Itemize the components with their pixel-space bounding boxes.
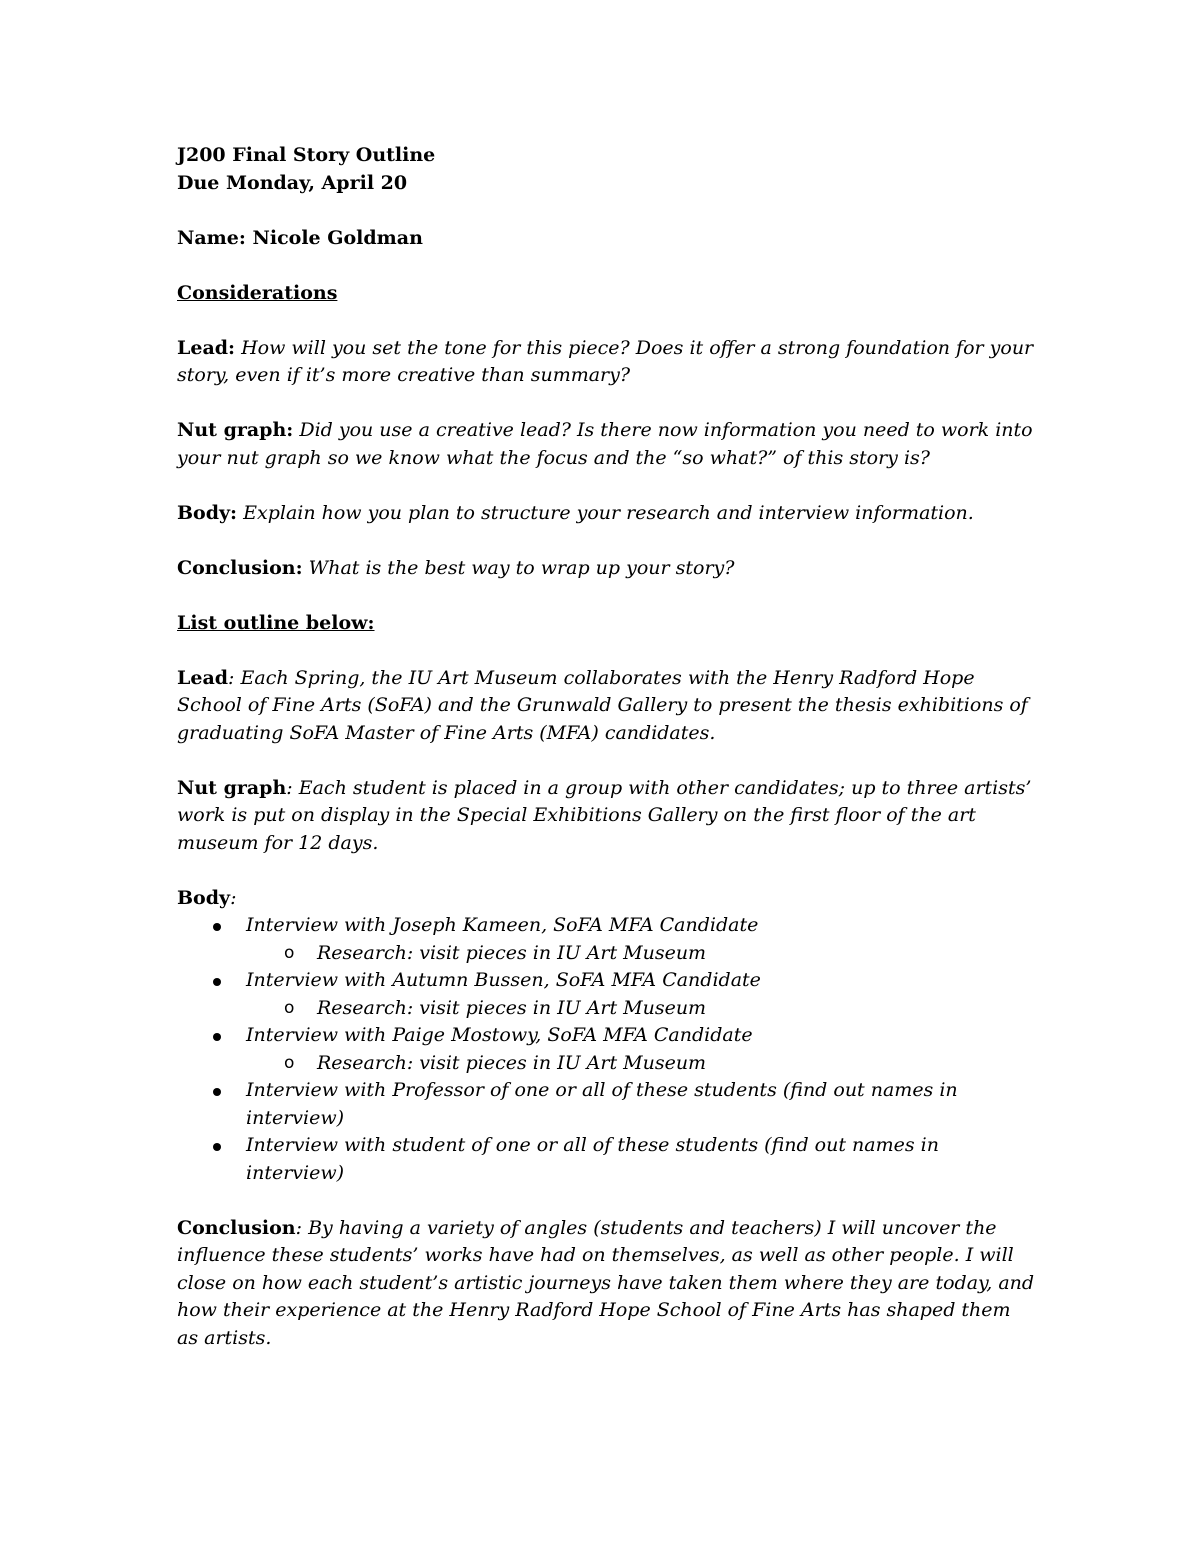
- list-item: [177, 912, 1037, 967]
- bullet-icon: [213, 1033, 221, 1041]
- sub-list: [246, 1050, 1037, 1078]
- consideration-text: How will you set the tone for this piece? Does it offer a strong foundation for your story, even if it’s more creative than summary?: [177, 336, 1034, 386]
- sub-list: [246, 940, 1037, 968]
- outline-nut-graph: [177, 775, 1037, 858]
- sub-list-item: [246, 995, 1037, 1023]
- outline-conclusion-label: Conclusion: [177, 1216, 296, 1239]
- hollow-bullet-icon: o: [284, 942, 295, 963]
- outline-lead-label: Lead: [177, 666, 229, 689]
- sub-list-item: [246, 940, 1037, 968]
- outline-conclusion-colon: :: [295, 1216, 303, 1239]
- outline-conclusion-text: By having a variety of angles (students and teachers) I will uncover the influence these students’ works have had on themselves, as well as other people. I will close on how each student’s artistic journeys have taken them where they are today, and how their experience at the Henry Radford Hope School of Fine Arts has shaped them as artists.: [177, 1216, 1035, 1349]
- outline-lead-text: Each Spring, the IU Art Museum collaborates with the Henry Radford Hope School of Fine Arts (SoFA) and the Grunwald Gallery to present the thesis exhibitions of graduating SoFA Master of Fine Arts (MFA) candidates.: [177, 666, 1028, 744]
- sub-list: [246, 995, 1037, 1023]
- document-body: [177, 142, 1037, 1352]
- bullet-icon: [213, 923, 221, 931]
- outline-body-label: Body: [177, 886, 231, 909]
- consideration-body: [177, 500, 1037, 528]
- body-bullet-list: [177, 912, 1037, 1187]
- bullet-icon: [213, 978, 221, 986]
- consideration-lead: [177, 335, 1037, 390]
- name-value: Nicole Goldman: [252, 226, 423, 249]
- consideration-conclusion: [177, 555, 1037, 583]
- outline-lead-colon: :: [228, 666, 235, 689]
- outline-nut-colon: :: [286, 776, 293, 799]
- consideration-text: What is the best way to wrap up your story?: [308, 556, 735, 579]
- outline-heading: List outline below:: [177, 611, 375, 634]
- list-item: [177, 1077, 1037, 1132]
- sub-list-item: [246, 1050, 1037, 1078]
- outline-body-colon: :: [230, 886, 237, 909]
- consideration-label: Lead:: [177, 336, 236, 359]
- considerations-heading: Considerations: [177, 281, 338, 304]
- consideration-nut-graph: [177, 417, 1037, 472]
- outline-nut-text: Each student is placed in a group with other candidates; up to three artists’ work is put on display in the Special Exhibitions Gallery on the first floor of the art museum for 12 days.: [177, 776, 1032, 854]
- list-item: [177, 967, 1037, 1022]
- list-item-text: Interview with Joseph Kameen, SoFA MFA Candidate: [246, 914, 759, 936]
- consideration-text: Did you use a creative lead? Is there now information you need to work into your nut graph so we know what the focus and the “so what?” of this story is?: [177, 419, 1033, 469]
- hollow-bullet-icon: o: [284, 997, 295, 1018]
- name-label: Name:: [177, 226, 246, 249]
- list-item-text: Interview with student of one or all of these students (find out names in interview): [246, 1134, 939, 1184]
- sub-list-item-text: Research: visit pieces in IU Art Museum: [317, 941, 707, 964]
- bullet-icon: [213, 1143, 221, 1151]
- consideration-label: Nut graph:: [177, 419, 294, 441]
- list-item-text: Interview with Paige Mostowy, SoFA MFA Candidate: [246, 1024, 753, 1046]
- outline-conclusion: [177, 1215, 1037, 1353]
- sub-list-item-text: Research: visit pieces in IU Art Museum: [317, 996, 707, 1019]
- bullet-icon: [213, 1088, 221, 1096]
- due-date: Due Monday, April 20: [177, 171, 408, 194]
- name-line: [177, 225, 1037, 253]
- list-item: [177, 1022, 1037, 1077]
- hollow-bullet-icon: o: [284, 1052, 295, 1073]
- document-title: J200 Final Story Outline: [177, 144, 436, 166]
- sub-list-item-text: Research: visit pieces in IU Art Museum: [317, 1051, 707, 1074]
- outline-body-heading: [177, 885, 1037, 913]
- outline-lead: [177, 665, 1037, 748]
- list-item: [177, 1132, 1037, 1187]
- consideration-label: Body:: [177, 501, 238, 524]
- outline-nut-label: Nut graph: [177, 776, 287, 799]
- list-item-text: Interview with Professor of one or all of these students (find out names in interview): [246, 1079, 958, 1129]
- list-item-text: Interview with Autumn Bussen, SoFA MFA Candidate: [246, 969, 761, 991]
- consideration-text: Explain how you plan to structure your research and interview information.: [243, 501, 974, 524]
- consideration-label: Conclusion:: [177, 556, 303, 579]
